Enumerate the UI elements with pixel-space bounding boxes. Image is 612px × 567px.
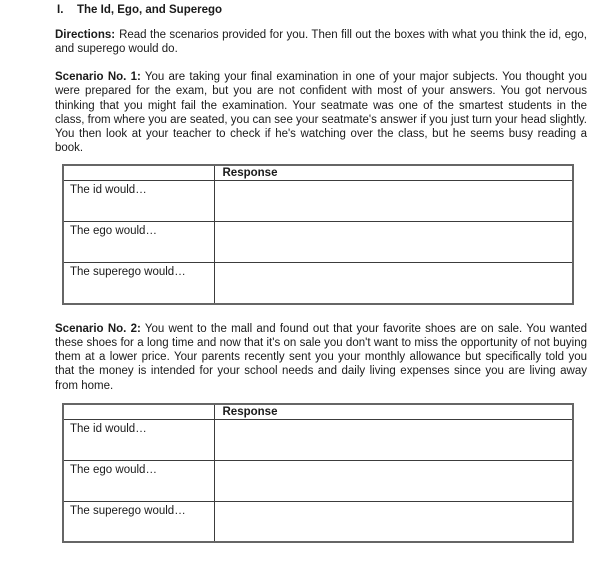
scenario-2-table-header-row [63,404,573,420]
directions-text: Read the scenarios provided for you. Then fill out the boxes with what you think the id, ego, and superego would do. [55,29,587,56]
scenario-2-corner-header-cell [63,404,214,420]
table-row [63,419,573,460]
scenario-2-superego-response-cell[interactable] [214,501,573,542]
table-row [63,222,573,263]
scenario-2-ego-response-cell[interactable] [214,460,573,501]
scenario-1-paragraph [55,70,587,155]
scenario-2-label: Scenario No. 2: [55,322,141,335]
scenario-1-table [62,164,574,305]
scenario-1-label: Scenario No. 1: [55,71,141,84]
scenario-2-paragraph [55,322,587,393]
table-row [63,501,573,542]
scenario-2-text: You went to the mall and found out that your favorite shoes are on sale. You wanted these shoes for a long time and now that it's on sale you don't want to miss the opportunity of not buying them at a lower price. Your parents recently sent you your monthly allowance but specifically told you that the money is intended for your school needs and daily living expenses since you are living away from home. [55,322,588,392]
scenario-1-superego-row-label: The superego would… [63,263,214,304]
scenario-1-text: You are taking your final examination in one of your major subjects. You thought you were prepared for the exam, but you are not confident with most of your answers. You got nervous thinking that you might fail the examination. Your seatmate was one of the smartest students in the class, from where you are seated, you can see your seatmate's answer if you just turn your head slightly. You then look at your teacher to check if he's watching over the class, but he seems busy reading a book. [55,71,587,155]
table-row [63,181,573,222]
scenario-1-id-response-cell[interactable] [214,181,573,222]
scenario-2-id-row-label: The id would… [63,419,214,460]
scenario-1-ego-response-cell[interactable] [214,222,573,263]
table-row [63,263,573,304]
worksheet-content [55,3,587,543]
directions-label: Directions: [55,29,116,42]
scenario-2-superego-row-label: The superego would… [63,501,214,542]
scenario-2-response-header: Response [214,404,573,420]
directions-paragraph [55,28,587,56]
scenario-1-superego-response-cell[interactable] [214,263,573,304]
scenario-1-corner-header-cell [63,165,214,181]
table-row [63,460,573,501]
scenario-2-ego-row-label: The ego would… [63,460,214,501]
scenario-2-table [62,403,574,544]
heading-number: I. [57,4,64,16]
scenario-2-id-response-cell[interactable] [214,419,573,460]
scenario-1-id-row-label: The id would… [63,181,214,222]
section-heading [55,3,587,17]
scenario-1-ego-row-label: The ego would… [63,222,214,263]
scenario-1-table-header-row [63,165,573,181]
scenario-1-response-header: Response [214,165,573,181]
heading-title: The Id, Ego, and Superego [77,4,223,16]
